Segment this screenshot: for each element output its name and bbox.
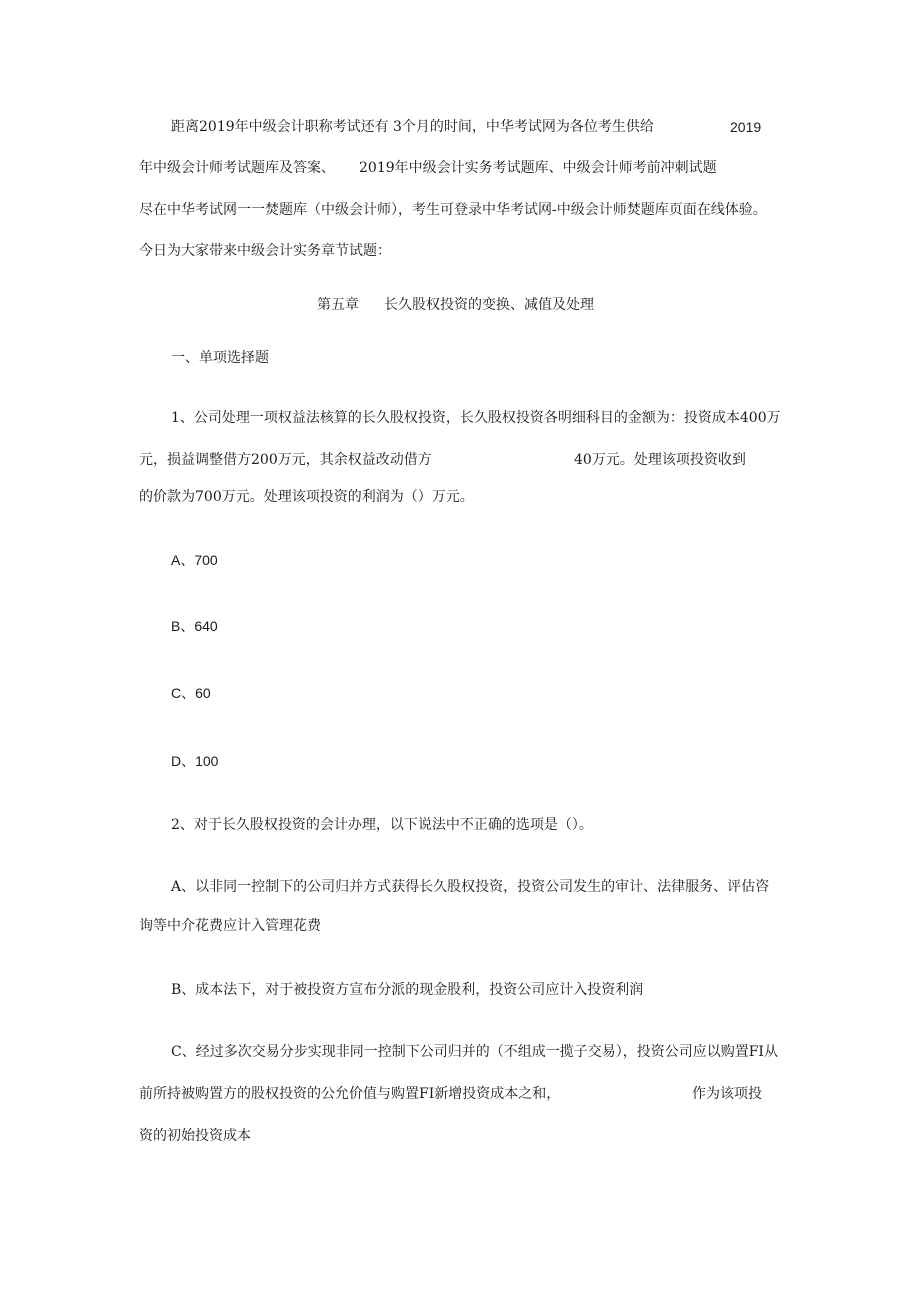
q1-option-b: B、640 — [171, 618, 218, 634]
q1-option-a: A、700 — [171, 552, 218, 568]
chapter-number: 第五章 — [317, 297, 359, 313]
intro-line-1a: 距离2019年中级会计职称考试还有 — [171, 119, 389, 135]
q1-option-d: D、100 — [171, 753, 219, 769]
intro-line-1c: 2019 — [730, 119, 762, 135]
q1-option-c: C、60 — [171, 685, 211, 701]
chapter-title: 长久股权投资的变换、减值及处理 — [384, 297, 594, 313]
q1-line-3: 的价款为700万元。处理该项投资的利润为（）万元。 — [139, 489, 474, 505]
q1-line-2a: 元，损益调整借方200万元，其余权益改动借方 — [139, 452, 432, 468]
q2-option-c-line-3: 资的初始投资成本 — [139, 1128, 251, 1144]
q1-line-1: 1、公司处理一项权益法核算的长久股权投资，长久股权投资各明细科目的金额为：投资成本400万 — [171, 410, 781, 426]
intro-line-2a: 年中级会计师考试题库及答案、 — [139, 160, 335, 176]
q2-option-c-line-2b: 作为该项投 — [692, 1086, 762, 1102]
q2-option-a-line-1: A、以非同一控制下的公司归并方式获得长久股权投资，投资公司发生的审计、法律服务、评估咨 — [171, 879, 770, 895]
intro-line-1b: 3个月的时间，中华考试网为各位考生供给 — [393, 119, 654, 135]
intro-line-4: 今日为大家带来中级会计实务章节试题： — [139, 243, 391, 259]
q1-line-2b: 40万元。处理该项投资收到 — [574, 452, 746, 468]
q2-option-c-line-1: C、经过多次交易分步实现非同一控制下公司归并的（不组成一揽子交易），投资公司应以购置FI从 — [171, 1044, 778, 1060]
intro-line-2b: 2019年中级会计实务考试题库、中级会计师考前冲刺试题 — [359, 160, 717, 176]
q2-option-a-line-2: 询等中介花费应计入管理花费 — [139, 918, 321, 934]
q2-stem: 2、对于长久股权投资的会计办理，以下说法中不正确的选项是（）。 — [171, 817, 593, 833]
q2-option-c-line-2a: 前所持被购置方的股权投资的公允价值与购置FI新增投资成本之和， — [139, 1086, 561, 1102]
section-heading: 一、单项选择题 — [171, 350, 269, 366]
q2-option-b: B、成本法下，对于被投资方宣布分派的现金股利，投资公司应计入投资利润 — [171, 982, 644, 998]
intro-line-3: 尽在中华考试网一一焚题库（中级会计师），考生可登录中华考试网-中级会计师焚题库页面在线体验。 — [139, 202, 767, 218]
